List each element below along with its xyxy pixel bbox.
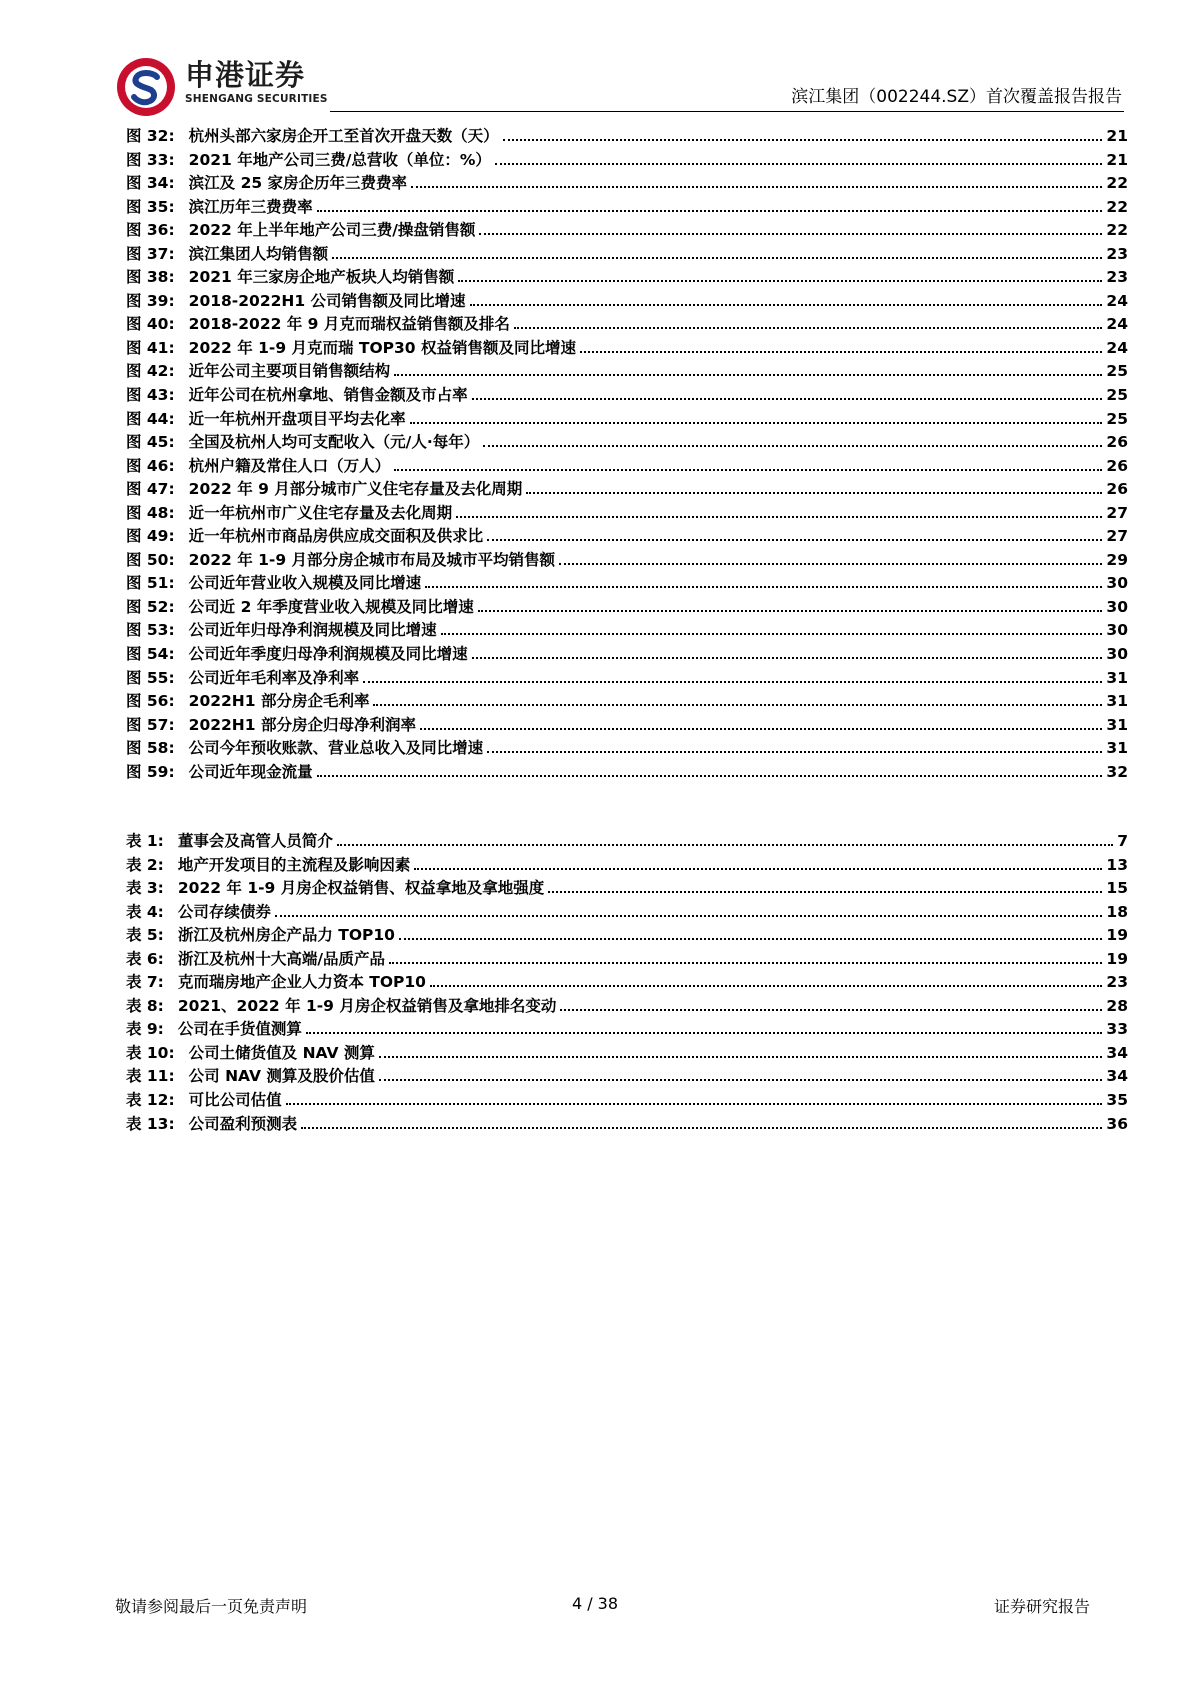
toc-entry-label: 图 55: <box>126 668 175 687</box>
figure-toc-entry[interactable] <box>126 501 1128 525</box>
toc-entry-page: 19 <box>1106 926 1128 945</box>
toc-dot-leader <box>560 1009 1102 1011</box>
toc-entry-title: 2022 年 1-9 月克而瑞 TOP30 权益销售额及同比增速 <box>188 338 576 357</box>
toc-entry-label: 表 6: <box>126 949 164 968</box>
toc-entry-page: 32 <box>1106 762 1128 781</box>
toc-entry-label: 图 48: <box>126 503 175 522</box>
toc-entry-title: 2022 年 9 月部分城市广义住宅存量及去化周期 <box>188 480 523 499</box>
toc-entry-page: 26 <box>1106 433 1128 452</box>
toc-entry-page: 31 <box>1106 739 1128 758</box>
toc-entry-page: 27 <box>1106 503 1128 522</box>
toc-entry-title: 公司在手货值测算 <box>177 1020 302 1039</box>
page-number: 4 / 38 <box>571 1594 619 1613</box>
figure-toc-entry[interactable] <box>126 265 1128 289</box>
toc-dot-leader <box>479 233 1102 235</box>
toc-entry-title: 2022 年 1-9 月部分房企城市布局及城市平均销售额 <box>188 550 556 569</box>
toc-entry-page: 31 <box>1106 715 1128 734</box>
toc-entry-title: 2022H1 部分房企归母净利润率 <box>188 715 416 734</box>
toc-entry-title: 可比公司估值 <box>188 1091 282 1110</box>
toc-entry-title: 浙江及杭州房企产品力 TOP10 <box>177 926 395 945</box>
toc-entry-title: 2022 年 1-9 月房企权益销售、权益拿地及拿地强度 <box>177 879 545 898</box>
toc-entry-title: 公司近年归母净利润规模及同比增速 <box>188 621 437 640</box>
toc-entry-label: 图 32: <box>126 127 175 145</box>
toc-dot-leader <box>458 280 1102 282</box>
toc-entry-title: 公司土储货值及 NAV 测算 <box>188 1043 375 1062</box>
toc-entry-page: 22 <box>1106 221 1128 240</box>
toc-entry-label: 表 2: <box>126 855 164 874</box>
toc-entry-title: 2018-2022 年 9 月克而瑞权益销售额及排名 <box>188 315 510 334</box>
toc-entry-title: 近年公司在杭州拿地、销售金额及市占率 <box>188 386 468 405</box>
table-toc-entry[interactable] <box>126 1017 1128 1041</box>
table-toc-entry[interactable] <box>126 947 1128 971</box>
toc-entry-title: 2021 年地产公司三费/总营收（单位：%） <box>188 150 491 169</box>
toc-dot-leader <box>394 469 1102 471</box>
toc-entry-title: 2022H1 部分房企毛利率 <box>188 692 370 711</box>
toc-entry-label: 表 7: <box>126 973 164 992</box>
toc-dot-leader <box>472 657 1103 659</box>
toc-entry-title: 公司存续债券 <box>177 902 271 921</box>
figures-toc <box>126 124 1128 783</box>
figure-toc-entry[interactable] <box>126 383 1128 407</box>
toc-entry-title: 董事会及高管人员简介 <box>177 832 333 850</box>
toc-entry-page: 29 <box>1106 550 1128 569</box>
toc-entry-page: 24 <box>1106 338 1128 357</box>
toc-dot-leader <box>394 374 1102 376</box>
toc-entry-page: 18 <box>1106 902 1128 921</box>
toc-dot-leader <box>487 539 1102 541</box>
toc-entry-title: 地产开发项目的主流程及影响因素 <box>177 855 411 874</box>
toc-entry-label: 图 59: <box>126 762 175 781</box>
toc-entry-label: 表 12: <box>126 1091 175 1110</box>
toc-entry-page: 30 <box>1106 621 1128 640</box>
footer-doc-type: 证券研究报告 <box>993 1597 1090 1616</box>
toc-entry-title: 近年公司主要项目销售额结构 <box>188 362 391 381</box>
toc-dot-leader <box>503 139 1103 141</box>
toc-entry-label: 表 5: <box>126 926 164 945</box>
figure-toc-entry[interactable] <box>126 312 1128 336</box>
toc-entry-title: 近一年杭州开盘项目平均去化率 <box>188 409 406 428</box>
toc-entry-title: 2021、2022 年 1-9 月房企权益销售及拿地排名变动 <box>177 996 557 1015</box>
toc-dot-leader <box>306 1032 1103 1034</box>
toc-dot-leader <box>472 398 1103 400</box>
brand <box>185 58 328 105</box>
toc-entry-label: 图 50: <box>126 550 175 569</box>
toc-entry-label: 图 58: <box>126 739 175 758</box>
table-toc-entry[interactable] <box>126 970 1128 994</box>
figure-toc-entry[interactable] <box>126 148 1128 172</box>
toc-entry-label: 图 53: <box>126 621 175 640</box>
toc-dot-leader <box>478 610 1103 612</box>
figure-toc-entry[interactable] <box>126 642 1128 666</box>
toc-entry-label: 表 9: <box>126 1020 164 1039</box>
toc-dot-leader <box>373 704 1102 706</box>
report-title: 滨江集团（002244.SZ）首次覆盖报告报告 <box>791 87 1122 107</box>
figure-toc-entry[interactable] <box>126 124 1128 148</box>
toc-entry-label: 图 36: <box>126 221 175 240</box>
toc-dot-leader <box>430 985 1102 987</box>
toc-entry-label: 图 42: <box>126 362 175 381</box>
toc-dot-leader <box>379 1079 1103 1081</box>
page-footer <box>0 1594 1190 1624</box>
toc-entry-page: 23 <box>1106 244 1128 263</box>
toc-entry-label: 表 11: <box>126 1067 175 1086</box>
toc-entry-label: 图 46: <box>126 456 175 475</box>
toc-entry-label: 图 44: <box>126 409 175 428</box>
toc-dot-leader <box>411 186 1102 188</box>
figure-toc-entry[interactable] <box>126 477 1128 501</box>
figure-toc-entry[interactable] <box>126 242 1128 266</box>
toc-dot-leader <box>399 938 1102 940</box>
toc-dot-leader <box>456 516 1102 518</box>
toc-dot-leader <box>414 868 1102 870</box>
toc-entry-page: 26 <box>1106 480 1128 499</box>
toc-entry-page: 13 <box>1106 855 1128 874</box>
toc-dot-leader <box>514 327 1103 329</box>
toc-entry-label: 表 3: <box>126 879 164 898</box>
toc-entry-label: 图 45: <box>126 433 175 452</box>
table-toc-entry[interactable] <box>126 994 1128 1018</box>
toc-dot-leader <box>526 492 1102 494</box>
toc-entry-page: 30 <box>1106 574 1128 593</box>
toc-entry-label: 图 56: <box>126 692 175 711</box>
brand-name-en: SHENGANG SECURITIES <box>185 93 328 105</box>
toc-entry-title: 克而瑞房地产企业人力资本 TOP10 <box>177 973 426 992</box>
toc-dot-leader <box>495 163 1103 165</box>
toc-entry-title: 近一年杭州市广义住宅存量及去化周期 <box>188 503 453 522</box>
figure-toc-entry[interactable] <box>126 336 1128 360</box>
toc-dot-leader <box>301 1127 1102 1129</box>
toc-dot-leader <box>389 962 1102 964</box>
figure-toc-entry[interactable] <box>126 407 1128 431</box>
toc-entry-label: 表 4: <box>126 902 164 921</box>
toc-entry-page: 31 <box>1106 668 1128 687</box>
figure-toc-entry[interactable] <box>126 430 1128 454</box>
toc-entry-title: 杭州头部六家房企开工至首次开盘天数（天） <box>188 127 499 145</box>
footer-disclaimer: 敬请参阅最后一页免责声明 <box>115 1597 308 1616</box>
toc-entry-title: 公司盈利预测表 <box>188 1114 298 1133</box>
toc-dot-leader <box>379 1056 1103 1058</box>
table-toc-entry[interactable] <box>126 853 1128 877</box>
figure-toc-entry[interactable] <box>126 595 1128 619</box>
table-toc-entry[interactable] <box>126 1088 1128 1112</box>
toc-entry-title: 2018-2022H1 公司销售额及同比增速 <box>188 291 466 310</box>
toc-entry-label: 图 41: <box>126 338 175 357</box>
toc-entry-page: 21 <box>1106 127 1128 145</box>
table-toc-entry[interactable] <box>126 900 1128 924</box>
header-divider <box>330 111 1124 112</box>
toc-dot-leader <box>559 563 1102 565</box>
toc-entry-title: 杭州户籍及常住人口（万人） <box>188 456 391 475</box>
toc-entry-label: 图 43: <box>126 386 175 405</box>
toc-entry-title: 公司近年季度归母净利润规模及同比增速 <box>188 645 468 664</box>
toc-dot-leader <box>286 1103 1103 1105</box>
toc-entry-label: 图 37: <box>126 244 175 263</box>
figure-toc-entry[interactable] <box>126 195 1128 219</box>
toc-dot-leader <box>483 445 1102 447</box>
figure-toc-entry[interactable] <box>126 218 1128 242</box>
shengang-logo-icon <box>115 56 177 118</box>
toc-entry-page: 25 <box>1106 362 1128 381</box>
toc-dot-leader <box>410 422 1103 424</box>
figure-toc-entry[interactable] <box>126 736 1128 760</box>
figure-toc-entry[interactable] <box>126 359 1128 383</box>
toc-entry-title: 2021 年三家房企地产板块人均销售额 <box>188 268 455 287</box>
toc-dot-leader <box>337 844 1113 846</box>
toc-dot-leader <box>487 751 1102 753</box>
figure-toc-entry[interactable] <box>126 454 1128 478</box>
toc-dot-leader <box>425 586 1102 588</box>
table-toc-entry[interactable] <box>126 1112 1128 1136</box>
toc-entry-label: 图 40: <box>126 315 175 334</box>
figure-toc-entry[interactable] <box>126 524 1128 548</box>
toc-entry-title: 滨江及 25 家房企历年三费费率 <box>188 174 408 193</box>
toc-entry-label: 图 47: <box>126 480 175 499</box>
page-header <box>0 0 1190 120</box>
toc-entry-page: 27 <box>1106 527 1128 546</box>
figure-toc-entry[interactable] <box>126 571 1128 595</box>
toc-entry-page: 23 <box>1106 268 1128 287</box>
toc-entry-page: 34 <box>1106 1067 1128 1086</box>
toc-dot-leader <box>548 891 1102 893</box>
figure-toc-entry[interactable] <box>126 760 1128 784</box>
toc-dot-leader <box>363 681 1102 683</box>
brand-name-cn: 申港证券 <box>185 58 306 92</box>
toc-entry-page: 23 <box>1106 973 1128 992</box>
toc-entry-page: 25 <box>1106 386 1128 405</box>
toc-entry-title: 公司 NAV 测算及股价估值 <box>188 1067 375 1086</box>
toc-entry-page: 30 <box>1106 645 1128 664</box>
toc-entry-page: 19 <box>1106 949 1128 968</box>
toc-entry-page: 25 <box>1106 409 1128 428</box>
toc-entry-label: 图 57: <box>126 715 175 734</box>
toc-entry-label: 图 39: <box>126 291 175 310</box>
toc-entry-label: 图 54: <box>126 645 175 664</box>
toc-dot-leader <box>580 351 1102 353</box>
figure-toc-entry[interactable] <box>126 666 1128 690</box>
toc-entry-page: 22 <box>1106 197 1128 216</box>
toc-dot-leader <box>317 210 1103 212</box>
toc-entry-label: 表 10: <box>126 1043 175 1062</box>
toc-entry-page: 15 <box>1106 879 1128 898</box>
toc-entry-page: 34 <box>1106 1043 1128 1062</box>
figure-toc-entry[interactable] <box>126 618 1128 642</box>
toc-entry-title: 滨江历年三费费率 <box>188 197 313 216</box>
toc-entry-label: 图 35: <box>126 197 175 216</box>
figure-toc-entry[interactable] <box>126 689 1128 713</box>
toc-entry-title: 公司今年预收账款、营业总收入及同比增速 <box>188 739 484 758</box>
toc-dot-leader <box>317 775 1103 777</box>
toc-entry-title: 滨江集团人均销售额 <box>188 244 329 263</box>
toc-entry-page: 30 <box>1106 597 1128 616</box>
figure-toc-entry[interactable] <box>126 713 1128 737</box>
toc-entry-title: 2022 年上半年地产公司三费/操盘销售额 <box>188 221 476 240</box>
table-toc-entry[interactable] <box>126 876 1128 900</box>
toc-entry-label: 图 33: <box>126 150 175 169</box>
table-toc-entry[interactable] <box>126 829 1128 853</box>
toc-entry-label: 图 34: <box>126 174 175 193</box>
toc-entry-title: 全国及杭州人均可支配收入（元/人·每年） <box>188 433 480 452</box>
toc-entry-label: 表 13: <box>126 1114 175 1133</box>
figure-toc-entry[interactable] <box>126 289 1128 313</box>
toc-dot-leader <box>332 257 1102 259</box>
toc-entry-page: 28 <box>1106 996 1128 1015</box>
toc-entry-label: 图 49: <box>126 527 175 546</box>
toc-entry-page: 24 <box>1106 315 1128 334</box>
toc-dot-leader <box>420 728 1102 730</box>
toc-entry-page: 21 <box>1106 150 1128 169</box>
toc-entry-label: 图 38: <box>126 268 175 287</box>
toc-dot-leader <box>275 915 1103 917</box>
toc-entry-label: 表 1: <box>126 832 164 850</box>
toc-dot-leader <box>441 633 1103 635</box>
table-toc-entry[interactable] <box>126 1041 1128 1065</box>
toc-entry-title: 浙江及杭州十大高端/品质产品 <box>177 949 386 968</box>
toc-entry-title: 公司近年现金流量 <box>188 762 313 781</box>
toc-entry-page: 22 <box>1106 174 1128 193</box>
toc-entry-title: 公司近年毛利率及净利率 <box>188 668 360 687</box>
toc-entry-page: 24 <box>1106 291 1128 310</box>
table-toc-entry[interactable] <box>126 923 1128 947</box>
toc-entry-label: 图 51: <box>126 574 175 593</box>
toc-entry-title: 近一年杭州市商品房供应成交面积及供求比 <box>188 527 484 546</box>
toc-entry-label: 图 52: <box>126 597 175 616</box>
toc-dot-leader <box>470 304 1103 306</box>
toc-entry-page: 26 <box>1106 456 1128 475</box>
toc-entry-label: 表 8: <box>126 996 164 1015</box>
figure-toc-entry[interactable] <box>126 548 1128 572</box>
table-toc-entry[interactable] <box>126 1064 1128 1088</box>
toc-entry-page: 33 <box>1106 1020 1128 1039</box>
tables-toc <box>126 829 1128 1135</box>
toc-entry-page: 7 <box>1117 832 1128 850</box>
figure-toc-entry[interactable] <box>126 171 1128 195</box>
toc-entry-title: 公司近年营业收入规模及同比增速 <box>188 574 422 593</box>
toc-entry-page: 31 <box>1106 692 1128 711</box>
toc-entry-title: 公司近 2 年季度营业收入规模及同比增速 <box>188 597 474 616</box>
toc-entry-page: 35 <box>1106 1091 1128 1110</box>
toc-entry-page: 36 <box>1106 1114 1128 1133</box>
